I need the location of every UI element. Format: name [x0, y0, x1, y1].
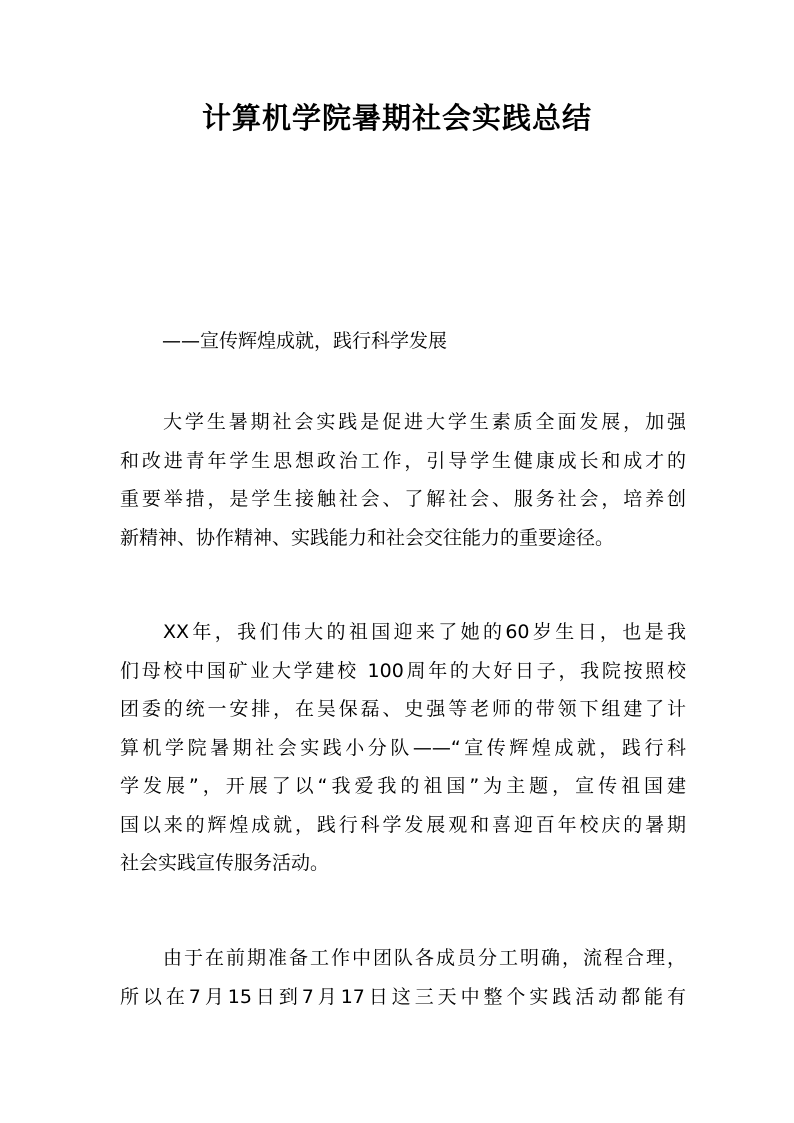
paragraph-line: 新精神、协作精神、实践能力和社会交往能力的重要途径。	[120, 526, 615, 549]
paragraph-2	[120, 613, 686, 883]
paragraph-line: 们母校中国矿业大学建校 100周年的大好日子，我院按照校	[120, 659, 686, 682]
paragraph-line: 大学生暑期社会实践是促进大学生素质全面发展，加强	[163, 411, 686, 433]
document-title: 计算机学院暑期社会实践总结	[201, 101, 592, 135]
paragraph-line: 学发展”，开展了以“我爱我的祖国”为主题，宣传祖国建	[120, 775, 686, 797]
document-subtitle: ——宣传辉煌成就，践行科学发展	[162, 330, 448, 352]
paragraph-line: 社会实践宣传服务活动。	[120, 852, 330, 874]
paragraph-line: 和改进青年学生思想政治工作，引导学生健康成长和成才的	[120, 449, 686, 472]
paragraph-line: 由于在前期准备工作中团队各成员分工明确，流程合理，	[163, 947, 686, 969]
paragraph-line: 所以在7月15日到7月17日这三天中整个实践活动都能有	[120, 985, 686, 1008]
paragraph-3	[120, 939, 686, 1016]
paragraph-line: 团委的统一安排，在吴保磊、史强等老师的带领下组建了计	[120, 698, 686, 720]
paragraph-line: 国以来的辉煌成就，践行科学发展观和喜迎百年校庆的暑期	[120, 813, 686, 836]
paragraph-1	[120, 403, 686, 557]
paragraph-line: 重要举措，是学生接触社会、了解社会、服务社会，培养创	[120, 488, 686, 510]
paragraph-line: 算机学院暑期社会实践小分队——“宣传辉煌成就，践行科	[120, 736, 686, 759]
paragraph-line: XX年，我们伟大的祖国迎来了她的60岁生日，也是我	[163, 621, 686, 643]
